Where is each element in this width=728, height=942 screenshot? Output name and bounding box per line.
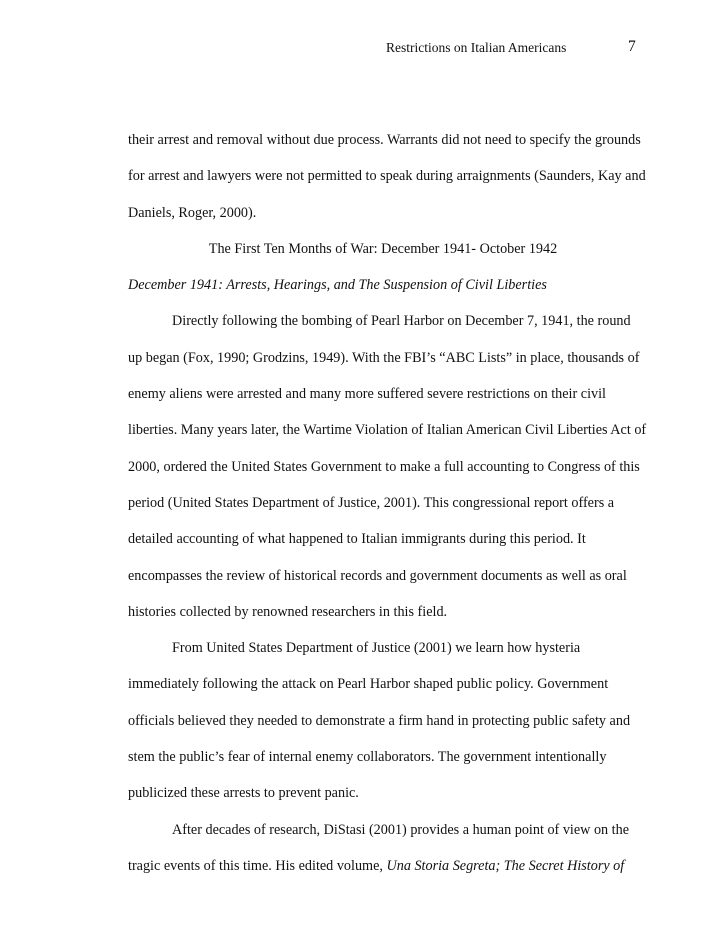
page-number: 7 <box>628 38 636 55</box>
subsection-heading: December 1941: Arrests, Hearings, and The Suspension of Civil Liberties <box>128 277 547 294</box>
paragraph <box>128 812 648 885</box>
paragraph: From United States Department of Justice (2001) we learn how hysteria immediately following the attack on Pearl Harbor shaped public policy. Government officials believed they needed to demonstrate a firm hand in protecting public safety and stem the public’s fear of internal enemy collaborators. The government intentionally publicized these arrests to prevent panic. <box>128 640 631 802</box>
body-text <box>128 122 648 884</box>
paragraph: Directly following the bombing of Pearl Harbor on December 7, 1941, the round up began (Fox, 1990; Grodzins, 1949). With the FBI’s “ABC Lists” in place, thousands of enemy aliens were arrested and many more suffered severe restrictions on their civil liberties. Many years later, the Wartime Violation of Italian American Civil Liberties Act of 2000, ordered the United States Government to make a full accounting to Congress of this period (United States Department of Justice, 2001). This congressional report offers a detailed accounting of what happened to Italian immigrants during this period. It encompasses the review of historical records and government documents as well as oral histories collected by renowned researchers in this field. <box>128 313 647 620</box>
section-heading: The First Ten Months of War: December 1941- October 1942 <box>208 240 558 257</box>
paragraph-text: After decades of research, DiStasi (2001) provides a human point of view on the tragic events of this time. His edited volume, <box>128 821 630 874</box>
book-title: Una Storia Segreta; The Secret History of <box>386 857 625 874</box>
running-head: Restrictions on Italian Americans <box>386 40 567 55</box>
paragraph-continued: their arrest and removal without due process. Warrants did not need to specify the grounds for arrest and lawyers were not permitted to speak during arraignments (Saunders, Kay and Daniels, Roger, 2000). <box>128 132 646 221</box>
